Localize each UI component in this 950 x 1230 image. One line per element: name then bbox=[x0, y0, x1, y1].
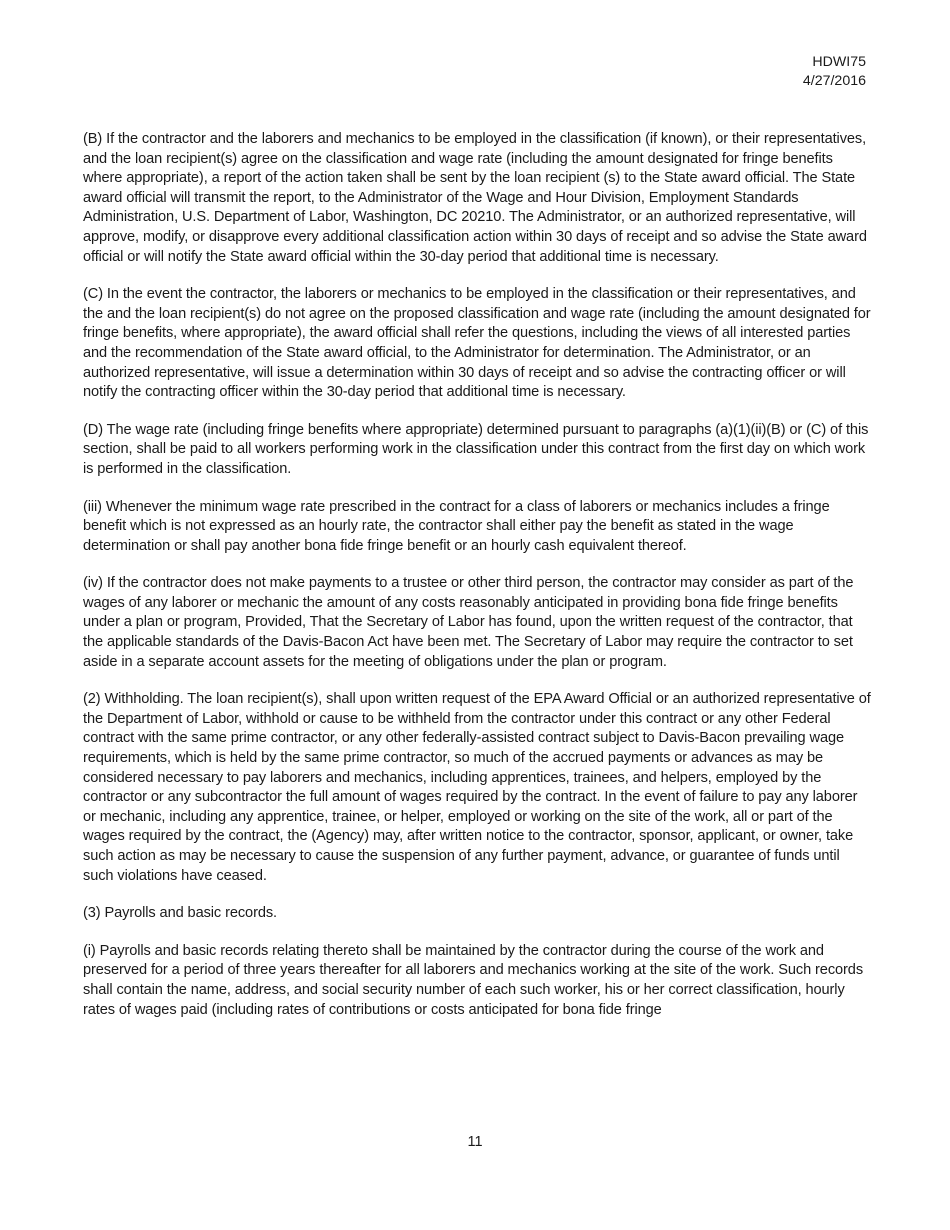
paragraph-3-payrolls-heading: (3) Payrolls and basic records. bbox=[83, 905, 277, 922]
document-date: 4/27/2016 bbox=[802, 73, 866, 89]
paragraph-c-disagreement: (C) In the event the contractor, the laborers or mechanics to be employed in the classification or their representatives, and the and the loan recipient(s) do not agree on the proposed classification and wage rate (including the amount designated for fringe benefits, where appropriate), the award official shall refer the questions, including the views of all interested parties and the recommendation of the State award official, to the Administrator for determination. The Administrator, or an authorized representative, will issue a determination within 30 days of receipt and so advise the contracting officer or will notify the contracting officer within the 30-day period that additional time is necessary. bbox=[83, 286, 871, 401]
page-number: 11 bbox=[467, 1134, 483, 1150]
paragraph-iv-third-person: (iv) If the contractor does not make payments to a trustee or other third person, the contractor may consider as part of the wages of any laborer or mechanic the amount of any costs reasonably anticipated in providing bona fide fringe benefits under a plan or program, Provided, That the Secretary of Labor has found, upon the written request of the contractor, that the applicable standards of the Davis-Bacon Act have been met. The Secretary of Labor may require the contractor to set aside in a separate account assets for the meeting of obligations under the plan or program. bbox=[83, 575, 854, 670]
document-body bbox=[83, 130, 873, 1038]
paragraph-iii-fringe-benefit: (iii) Whenever the minimum wage rate prescribed in the contract for a class of laborers or mechanics includes a fringe benefit which is not expressed as an hourly rate, the contractor shall either pay the benefit as stated in the wage determination or shall pay another bona fide fringe benefit or an hourly cash equivalent thereof. bbox=[83, 498, 830, 554]
paragraph-2-withholding: (2) Withholding. The loan recipient(s), shall upon written request of the EPA Award Official or an authorized representative of the Department of Labor, withhold or cause to be withheld from the contractor under this contract or any other Federal contract with the same prime contractor, or any other federally-assisted contract subject to Davis-Bacon prevailing wage requirements, which is held by the same prime contractor, so much of the accrued payments or advances as may be considered necessary to pay laborers and mechanics, including apprentices, trainees, and helpers, employed by the contractor or any subcontractor the full amount of wages required by the contract. In the event of failure to pay any laborer or mechanic, including any apprentice, trainee, or helper, employed or working on the site of the work, all or part of the wages required by the contract, the (Agency) may, after written notice to the contractor, sponsor, applicant, or owner, take such action as may be necessary to cause the suspension of any further payment, advance, or guarantee of funds until such violations have ceased. bbox=[83, 691, 871, 884]
document-id: HDWI75 bbox=[812, 54, 866, 70]
paragraph-i-payroll-records: (i) Payrolls and basic records relating thereto shall be maintained by the contractor during the course of the work and preserved for a period of three years thereafter for all laborers and mechanics working at the site of the work. Such records shall contain the name, address, and social security number of each such worker, his or her correct classification, hourly rates of wages paid (including rates of contributions or costs anticipated for bona fide fringe bbox=[83, 942, 864, 1018]
paragraph-b-agreement: (B) If the contractor and the laborers and mechanics to be employed in the classification (if known), or their representatives, and the loan recipient(s) agree on the classification and wage rate (including the amount designated for fringe benefits where appropriate), a report of the action taken shall be sent by the loan recipient (s) to the State award official. The State award official will transmit the report, to the Administrator of the Wage and Hour Division, Employment Standards Administration, U.S. Department of Labor, Washington, DC 20210. The Administrator, or an authorized representative, will approve, modify, or disapprove every additional classification action within 30 days of receipt and so advise the State award official or will notify the State award official within the 30-day period that additional time is necessary. bbox=[83, 131, 867, 265]
document-header bbox=[803, 53, 866, 91]
paragraph-d-wage-rate: (D) The wage rate (including fringe benefits where appropriate) determined pursuant to paragraphs (a)(1)(ii)(B) or (C) of this section, shall be paid to all workers performing work in the classification under this contract from the first day on which work is performed in the classification. bbox=[83, 421, 869, 477]
